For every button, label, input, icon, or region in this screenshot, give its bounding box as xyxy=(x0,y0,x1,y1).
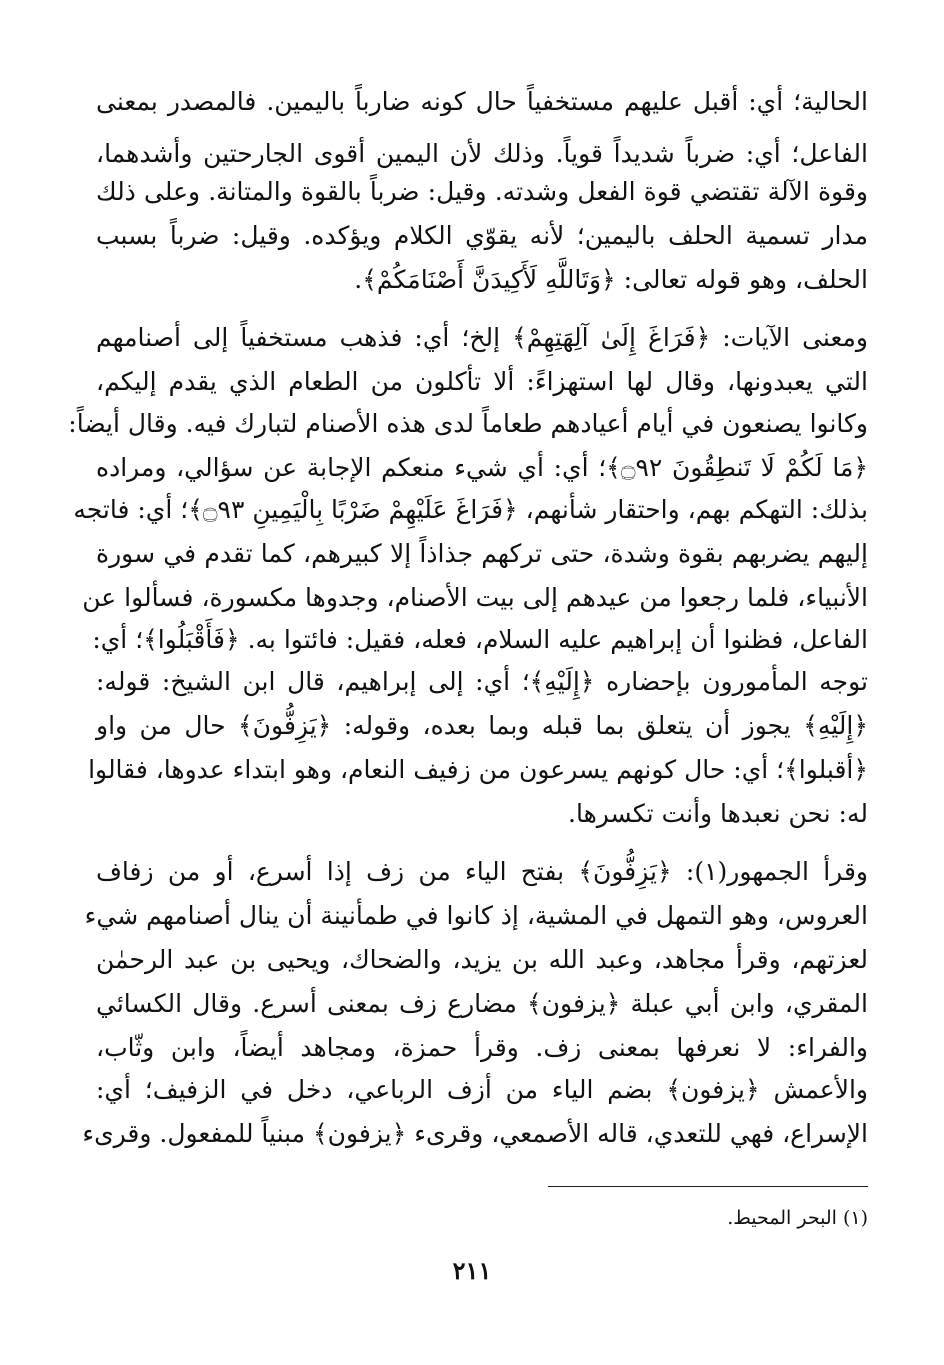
text-line: الحلف، وهو قوله تعالى: ﴿وَتَاللَّهِ لَأَكِيدَنَّ أَصْنَامَكُمْ﴾. xyxy=(354,265,868,294)
text-line: الإسراع، فهي للتعدي، قاله الأصمعي، وقرىء ﴿يزفون﴾ مبنياً للمفعول. وقرىء xyxy=(82,1119,868,1148)
text-line: إليهم يضربهم بقوة وشدة، حتى تركهم جذاذاً إلا كبيرهم، كما تقدم في سورة xyxy=(96,539,868,568)
text-line: التي يعبدونها، وقال لها استهزاءً: ألا تأكلون من الطعام الذي يقدم إليكم، xyxy=(96,367,868,396)
text-line: مدار تسمية الحلف باليمين؛ لأنه يقوّي الكلام ويؤكده. وقيل: ضرباً بسبب xyxy=(96,221,868,250)
text-line: ﴿إِلَيْهِ﴾ يجوز أن يتعلق بما قبله وبما بعده، وقوله: ﴿يَزِفُّونَ﴾ حال من واو xyxy=(96,711,868,740)
text-line: المقري، وابن أبي عبلة ﴿يزفون﴾ مضارع زف بمعنى أسرع. وقال الكسائي xyxy=(96,989,868,1018)
text-line: العروس، وهو التمهل في المشية، إذ كانوا في طمأنينة أن ينال أصنامهم شيء xyxy=(84,901,868,930)
text-line: وكانوا يصنعون في أيام أعيادهم طعاماً لدى هذه الأصنام لتبارك فيه. وقال أيضاً: xyxy=(68,409,868,438)
text-line: الأنبياء، فلما رجعوا من عيدهم إلى بيت الأصنام، وجدوها مكسورة، فسألوا عن xyxy=(82,583,868,612)
text-line: ﴿أقبلوا﴾؛ أي: حال كونهم يسرعون من زفيف النعام، وهو ابتداء عدوها، فقالوا xyxy=(88,755,868,784)
footnote: (١) البحر المحيط. xyxy=(727,1207,868,1229)
text-line: ومعنى الآيات: ﴿فَرَاغَ إِلَىٰ آلِهَتِهِمْ﴾ إلخ؛ أي: فذهب مستخفياً إلى أصنامهم xyxy=(96,323,868,352)
text-line: والفراء: لا نعرفها بمعنى زف. وقرأ حمزة، ومجاهد أيضاً، وابن وثّاب، xyxy=(96,1033,868,1062)
page-number: ٢١١ xyxy=(452,1256,492,1285)
text-line: الحالية؛ أي: أقبل عليهم مستخفياً حال كونه ضارباً باليمين. فالمصدر بمعنى xyxy=(96,87,868,116)
footnote-divider xyxy=(548,1186,868,1187)
text-line: وقرأ الجمهور(١): ﴿يَزِفُّونَ﴾ بفتح الياء من زف إذا أسرع، أو من زفاف xyxy=(96,857,868,886)
text-line: والأعمش ﴿يزفون﴾ بضم الياء من أزف الرباعي، دخل في الزفيف؛ أي: xyxy=(96,1075,868,1104)
text-line: ﴿مَا لَكُمْ لَا تَنطِقُونَ ۝٩٢﴾؛ أي: أي شيء منعكم الإجابة عن سؤالي، ومراده xyxy=(96,453,868,482)
text-line: الفاعل، فظنوا أن إبراهيم عليه السلام، فعله، فقيل: فائتوا به. ﴿فَأَقْبَلُوا﴾؛ أي: xyxy=(92,625,868,654)
text-line: له: نحن نعبدها وأنت تكسرها. xyxy=(568,799,868,828)
text-line: لعزتهم، وقرأ مجاهد، وعبد الله بن يزيد، والضحاك، ويحيى بن عبد الرحمٰن xyxy=(96,945,868,974)
text-line: وقوة الآلة تقتضي قوة الفعل وشدته. وقيل: ضرباً بالقوة والمتانة. وعلى ذلك xyxy=(96,177,868,206)
text-line: توجه المأمورون بإحضاره ﴿إِلَيْهِ﴾؛ أي: إلى إبراهيم، قال ابن الشيخ: قوله: xyxy=(96,667,868,696)
text-line: بذلك: التهكم بهم، واحتقار شأنهم، ﴿فَرَاغَ عَلَيْهِمْ ضَرْبًا بِالْيَمِينِ ۝٩٣﴾؛ أي: فاتجه xyxy=(73,495,868,524)
text-line: الفاعل؛ أي: ضرباً شديداً قوياً. وذلك لأن اليمين أقوى الجارحتين وأشدهما، xyxy=(96,139,868,168)
